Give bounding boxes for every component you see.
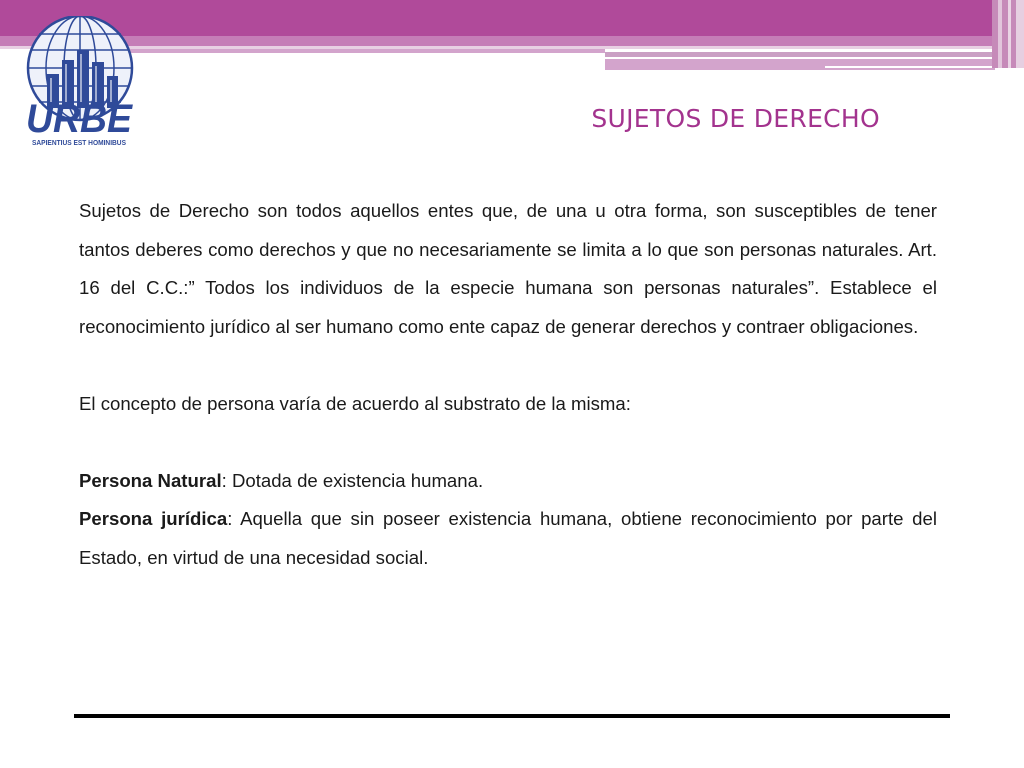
definition-text: : Aquella que sin poseer existencia humana, obtiene reconocimiento por parte del Estado, en virtud de una necesidad social. [79, 508, 937, 568]
definition-persona-juridica [79, 500, 937, 577]
definition-text: : Dotada de existencia humana. [221, 469, 484, 491]
urbe-logo [22, 16, 142, 148]
bottom-divider [74, 714, 950, 718]
logo-motto: SAPIENTIUS EST HOMINIBUS [32, 140, 127, 147]
definition-persona-natural [79, 462, 937, 501]
logo-wordmark: URBE [26, 97, 134, 141]
slide-title: SUJETOS DE DERECHO [591, 104, 880, 133]
paragraph-sujetos-de-derecho: Sujetos de Derecho son todos aquellos entes que, de una u otra forma, son susceptibles de tener tantos deberes como derechos y que no necesariamente se limita a lo que son personas naturales. Art. 16 del C.C.:” Todos los individuos de la especie humana son personas naturales”. Establece el reconocimiento jurídico al ser humano como ente capaz de generar derechos y contraer obligaciones. [79, 200, 937, 337]
slide-body [79, 192, 937, 577]
paragraph-concepto-persona: El concepto de persona varía de acuerdo al substrato de la misma: [79, 392, 631, 414]
header-band [0, 0, 1024, 80]
paragraph-spacer [79, 346, 937, 385]
globe-with-buildings-logo-icon [22, 16, 142, 148]
header-band-graphic [0, 0, 1024, 80]
paragraph-spacer [79, 423, 937, 462]
definition-term: Persona Natural [79, 469, 222, 491]
definition-term: Persona jurídica [79, 508, 228, 529]
